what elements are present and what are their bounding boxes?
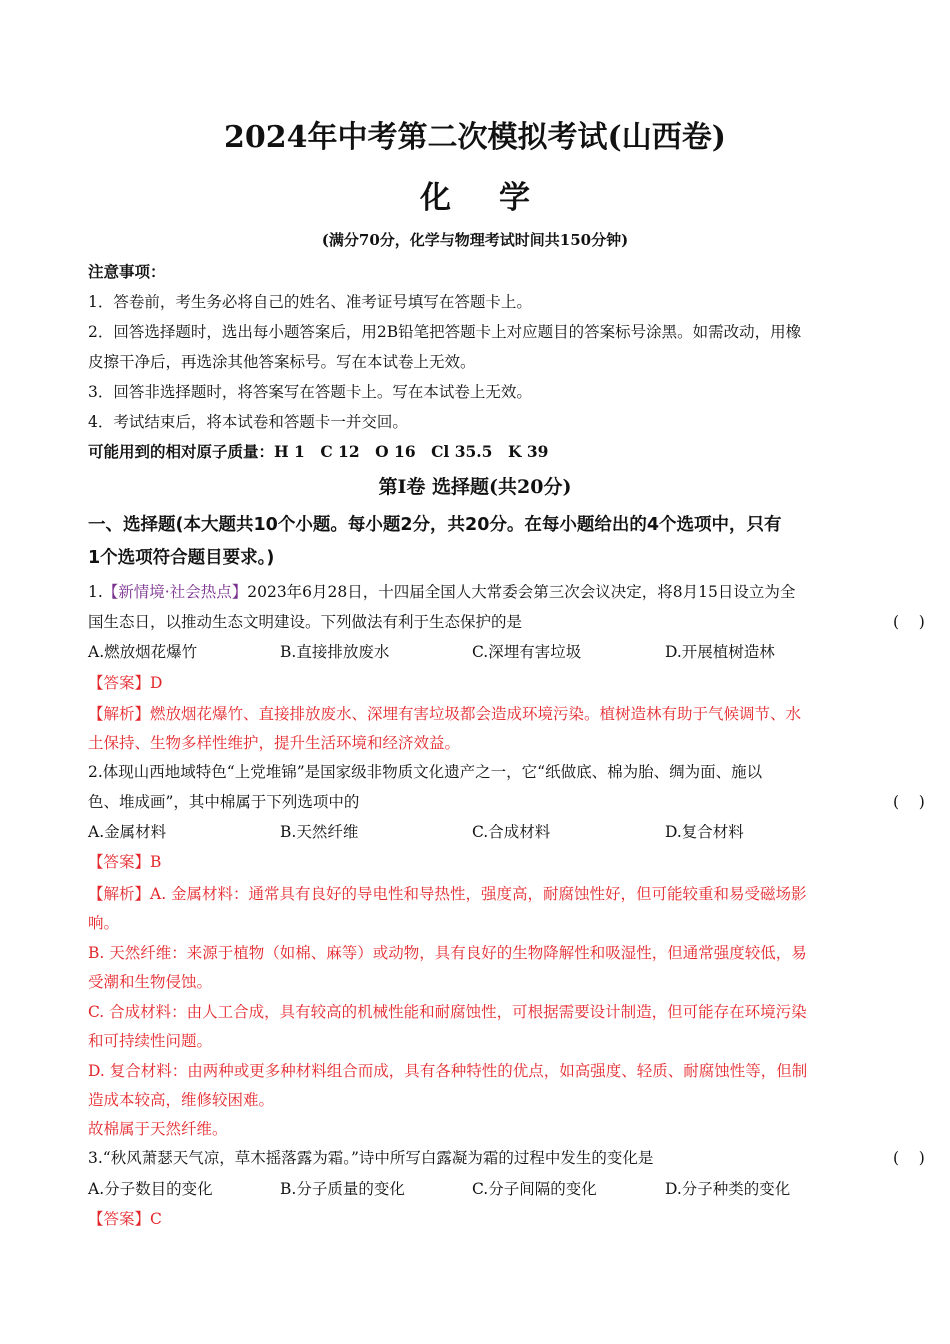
question-stem-text: 2023年6月28日，十四届全国人大常委会第三次会议决定，将8月15日设立为全 (247, 583, 796, 601)
option-b: B.分子质量的变化 (280, 1180, 405, 1198)
option-c: C.分子间隔的变化 (472, 1180, 597, 1198)
section-title: 第Ⅰ卷 选择题(共20分) (378, 476, 572, 498)
exam-title: 2024年中考第二次模拟考试(山西卷) (224, 120, 726, 155)
analysis-line: 响。 (88, 914, 120, 932)
notice-item: 4．考试结束后，将本试卷和答题卡一并交回。 (88, 413, 408, 431)
analysis-line: 和可持续性问题。 (88, 1032, 213, 1050)
analysis-line: C. 合成材料：由人工合成，具有较高的机械性能和耐腐蚀性，可根据需要设计制造，但可能存在环境污染 (88, 1003, 807, 1021)
answer-paren: ( ) (893, 1149, 925, 1167)
option-d: D.复合材料 (665, 823, 744, 841)
analysis-line: 【解析】A. 金属材料：通常具有良好的导电性和导热性，强度高，耐腐蚀性好，但可能较重和易受磁场影 (88, 885, 807, 903)
analysis-line: B. 天然纤维：来源于植物（如棉、麻等）或动物，具有良好的生物降解性和吸湿性，但通常强度较低，易 (88, 944, 807, 962)
option-a: A.分子数目的变化 (88, 1180, 213, 1198)
answer-line: 【答案】D (88, 674, 163, 692)
answer-line: 【答案】C (88, 1210, 162, 1228)
analysis-line: D. 复合材料：由两种或更多种材料组合而成，具有各种特性的优点，如高强度、轻质、耐腐蚀性等，但制 (88, 1062, 808, 1080)
part-title-line: 1个选项符合题目要求。) (88, 548, 275, 568)
option-c: C.深埋有害垃圾 (472, 643, 582, 661)
analysis-line: 【解析】燃放烟花爆竹、直接排放废水、深埋有害垃圾都会造成环境污染。植树造林有助于气候调节、水 (88, 705, 802, 723)
analysis-line: 故棉属于天然纤维。 (88, 1120, 228, 1138)
subject-title: 化学 (420, 180, 578, 216)
option-a: A.燃放烟花爆竹 (88, 643, 198, 661)
option-b: B.天然纤维 (280, 823, 359, 841)
question-number: 1. (88, 583, 103, 601)
notice-item: 皮擦干净后，再选涂其他答案标号。写在本试卷上无效。 (88, 353, 476, 371)
option-d: D.分子种类的变化 (665, 1180, 791, 1198)
question-2-stem: 2.体现山西地域特色“上党堆锦”是国家级非物质文化遗产之一，它“纸做底、棉为胎、绸为面、施以 (88, 763, 763, 781)
option-c: C.合成材料 (472, 823, 551, 841)
notice-item: 1．答卷前，考生务必将自己的姓名、准考证号填写在答题卡上。 (88, 293, 532, 311)
part-title-line: 一、选择题(本大题共10个小题。每小题2分，共20分。在每小题给出的4个选项中，只有 (88, 515, 782, 535)
score-note: (满分70分，化学与物理考试时间共150分钟) (321, 231, 629, 249)
analysis-line: 受潮和生物侵蚀。 (88, 973, 213, 991)
notice-item: 3．回答非选择题时，将答案写在答题卡上。写在本试卷上无效。 (88, 383, 532, 401)
question-1-stem (88, 582, 868, 602)
analysis-line: 造成本较高，维修较困难。 (88, 1091, 275, 1109)
question-tag: 【新情境·社会热点】 (102, 583, 248, 601)
answer-paren: ( ) (893, 613, 925, 631)
answer-line: 【答案】B (88, 853, 162, 871)
question-2-stem-cont: 色、堆成画”，其中棉属于下列选项中的 (88, 793, 360, 811)
option-a: A.金属材料 (88, 823, 167, 841)
notice-item: 2．回答选择题时，选出每小题答案后，用2B铅笔把答题卡上对应题目的答案标号涂黑。如需改动，用橡 (88, 323, 802, 341)
answer-paren: ( ) (893, 793, 925, 811)
question-3-stem: 3.“秋风萧瑟天气凉，草木摇落露为霜。”诗中所写白露凝为霜的过程中发生的变化是 (88, 1149, 654, 1167)
option-d: D.开展植树造林 (665, 643, 775, 661)
option-b: B.直接排放废水 (280, 643, 390, 661)
analysis-line: 土保持、生物多样性维护，提升生活环境和经济效益。 (88, 734, 461, 752)
atomic-mass-line: 可能用到的相对原子质量：H 1 C 12 O 16 Cl 35.5 K 39 (88, 442, 549, 461)
question-1-stem-cont: 国生态日，以推动生态文明建设。下列做法有利于生态保护的是 (88, 613, 523, 631)
notice-heading: 注意事项： (88, 262, 166, 281)
